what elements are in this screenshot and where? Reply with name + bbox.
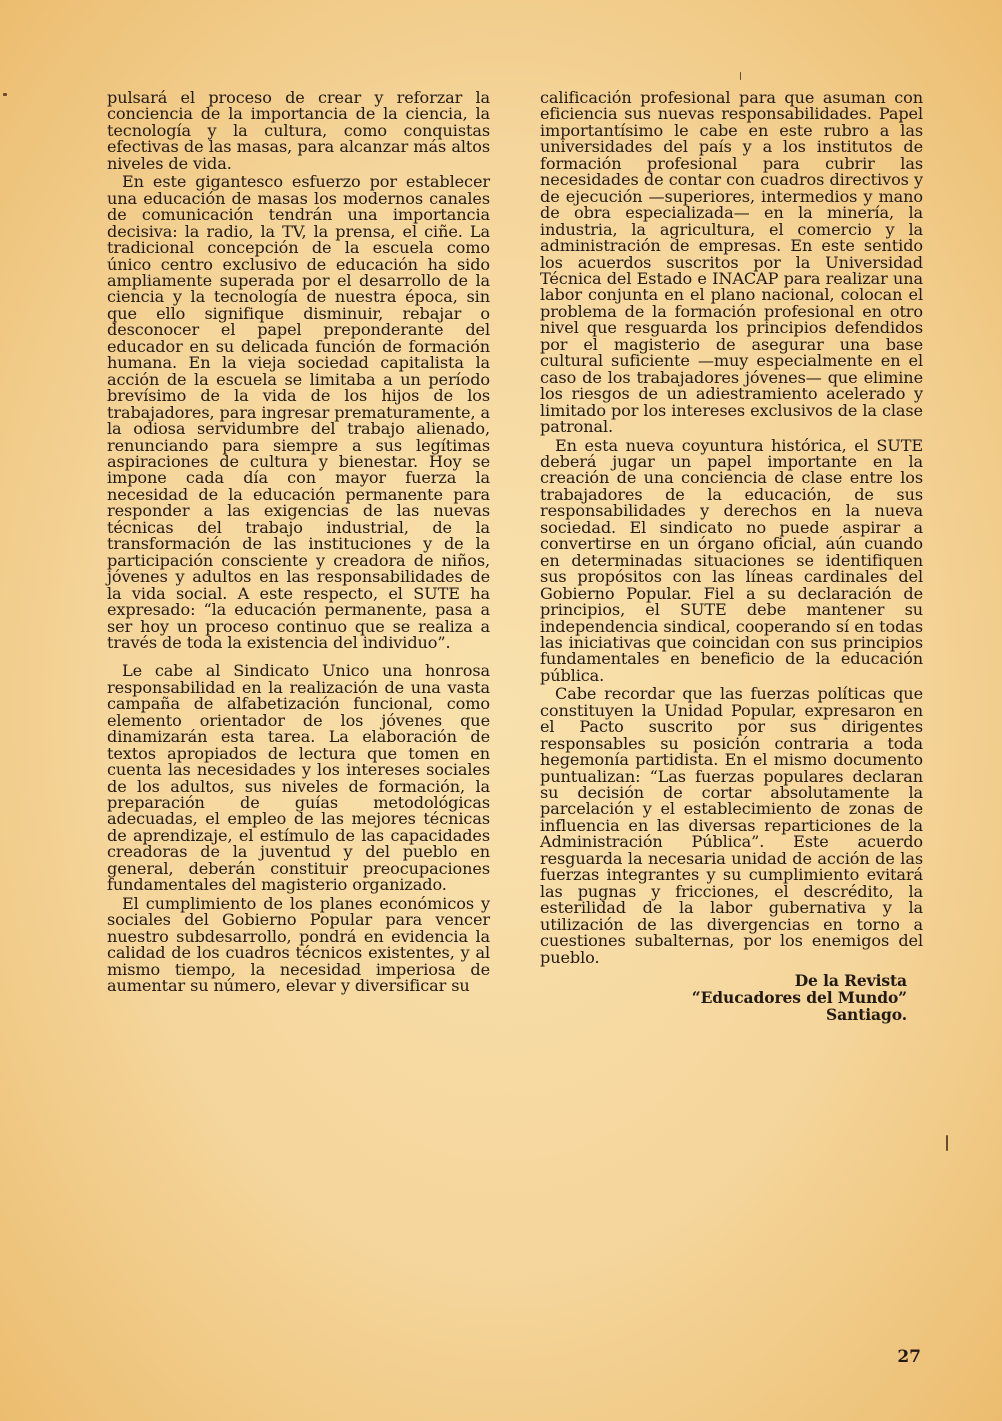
attribution-line: “Educadores del Mundo” bbox=[691, 988, 907, 1008]
page-number: 27 bbox=[897, 1347, 921, 1367]
paragraph: Cabe recordar que las fuerzas políticas que constituyen la Unidad Popular, expresaron en el Pacto suscrito por sus dirigentes responsables su posición contraria a toda hegemonía partidista. En el mismo documento puntualizan: “Las fuerzas populares declaran su decisión de cortar absolutamente la parcelación y el establecimiento de zonas de influencia en las diversas reparticiones de la Administración Pública”. Este acuerdo resguarda la necesaria unidad de acción de las fuerzas integrantes y su cumplimiento evitará las pugnas y fricciones, el descrédito, la esterilidad de la labor gubernativa y la utilización de las divergencias en torno a cuestiones subalternas, por los enemigos del pueblo. bbox=[540, 684, 923, 967]
left-column bbox=[107, 90, 490, 994]
paragraph: El cumplimiento de los planes económicos y sociales del Gobierno Popular para vencer nuestro subdesarrollo, pondrá en evidencia la calidad de los cuadros técnicos existentes, y al mismo tiempo, la necesidad imperiosa de aumentar su número, elevar y diversificar su bbox=[107, 893, 490, 996]
paragraph: pulsará el proceso de crear y reforzar la conciencia de la importancia de la ciencia, la tecnología y la cultura, como conquistas efectivas de las masas, para alcanzar más altos niveles de vida. bbox=[107, 88, 490, 173]
paragraph: calificación profesional para que asuman con eficiencia sus nuevas responsabilidades. Papel importantísimo le cabe en este rubro a las universidades del país y a los institutos de formación profesional para cubrir las necesidades de contar con cuadros directivos y de ejecución —superiores, intermedios y mano de obra especializada— en la minería, la industria, la agricultura, el comercio y la administración de empresas. En este sentido los acuerdos suscritos por la Universidad Técnica del Estado e INACAP para realizar una labor conjunta en el plano nacional, colocan el problema de la formación profesional en otro nivel que resguarda los principios defendidos por el magisterio de asegurar una base cultural suficiente —muy especialmente en el caso de los trabajadores jóvenes— que elimine los riesgos de un adiestramiento acelerado y limitado por los intereses exclusivos de la clase patronal. bbox=[540, 88, 923, 437]
paragraph: Le cabe al Sindicato Unico una honrosa responsabilidad en la realización de una vasta campaña de alfabetización funcional, como elemento orientador de los jóvenes que dinamizarán esta tarea. La elaboración de textos apropiados de lectura que tomen en cuenta las necesidades y los intereses sociales de los adultos, sus niveles de formación, la preparación de guías metodológicas adecuadas, el empleo de las mejores técnicas de aprendizaje, el estímulo de las capacidades creadoras de la juventud y del pueblo en general, deberán constituir preocupaciones fundamentales del magisterio organizado. bbox=[107, 661, 490, 895]
source-attribution bbox=[540, 972, 923, 1023]
paper-speck bbox=[3, 93, 7, 96]
paragraph: En esta nueva coyuntura histórica, el SUTE deberá jugar un papel importante en la creación de una conciencia de clase entre los trabajadores de la educación, de sus responsabilidades y derechos en la nueva sociedad. El sindicato no puede aspirar a convertirse en un órgano oficial, aún cuando en determinadas situaciones se identifiquen sus propósitos con las líneas cardinales del Gobierno Popular. Fiel a su declaración de principios, el SUTE debe mantener su independencia sindical, cooperando sí en todas las iniciativas que coincidan con sus principios fundamentales en beneficio de la educación pública. bbox=[540, 435, 923, 685]
paragraph: En este gigantesco esfuerzo por establecer una educación de masas los modernos canales de comunicación tendrán una importancia decisiva: la radio, la TV, la prensa, el ciñe. La tradicional concepción de la escuela como único centro exclusivo de educación ha sido ampliamente superada por el desarrollo de la ciencia y la tecnología de nuestra época, sin que ello signifique disminuir, rebajar o desconocer el papel preponderante del educador en su delicada función de formación humana. En la vieja sociedad capitalista la acción de la escuela se limitaba a un período brevísimo de la vida de los hijos de los trabajadores, para ingresar prematuramente, a la odiosa servidumbre del trabajo alienado, renunciando para siempre a sus legítimas aspiraciones de cultura y bienestar. Hoy se impone cada día con mayor fuerza la necesidad de la educación permanente para responder a las exigencias de las nuevas técnicas del trabajo industrial, de la transformación de las instituciones y de la participación consciente y creadora de niños, jóvenes y adultos en las responsabilidades de la vida social. A este respecto, el SUTE ha expresado: “la educación permanente, pasa a ser hoy un proceso continuo que se realiza a través de toda la existencia del individuo”. bbox=[107, 172, 490, 652]
paper-speck bbox=[740, 72, 741, 80]
attribution-line: Santiago. bbox=[826, 1005, 907, 1025]
attribution-line: De la Revista bbox=[794, 971, 907, 991]
right-column bbox=[540, 90, 923, 1023]
paper-speck bbox=[946, 1135, 948, 1151]
